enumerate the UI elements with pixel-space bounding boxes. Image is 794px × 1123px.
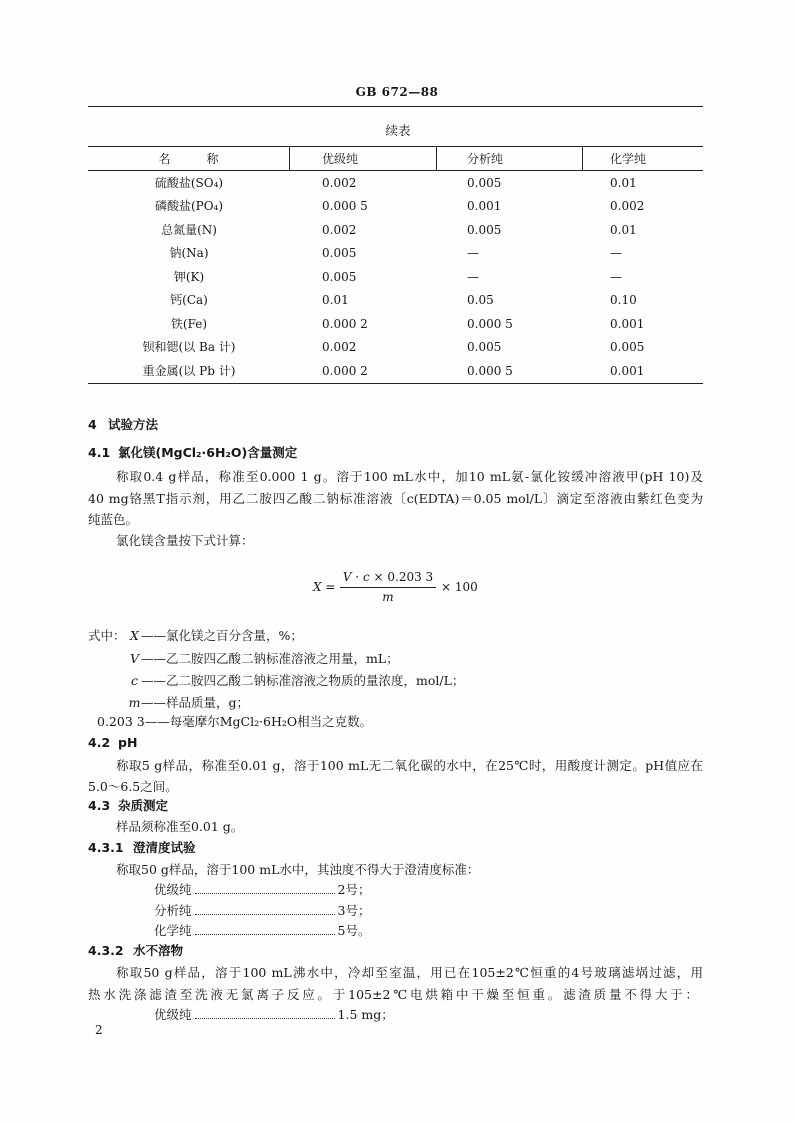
grade-leader-row	[154, 923, 370, 939]
table-cell-analytical-grade: 0.001	[467, 199, 502, 214]
table-cell-superior-grade: 0.002	[322, 175, 357, 190]
grade-value: 5号。	[337, 923, 371, 938]
definition-text: ——乙二胺四乙酸二钠标准溶液之物质的量浓度，mol/L；	[141, 673, 465, 688]
table-row	[88, 336, 703, 360]
table-header-row	[88, 147, 703, 171]
table-row	[88, 265, 703, 289]
grade-label: 优级纯	[154, 1007, 192, 1022]
definition-line	[128, 695, 249, 711]
paragraph-line: 样品须称准至0.01 g。	[116, 819, 244, 834]
table-cell-chemical-grade: 0.001	[610, 363, 645, 378]
table-cell-name: 重金属(以 Pb 计)	[142, 363, 236, 378]
table-cell-chemical-grade: —	[610, 269, 622, 284]
table-row	[88, 242, 703, 266]
table-cell-name: 钡和锶(以 Ba 计)	[142, 340, 236, 355]
table-cell-superior-grade: 0.002	[322, 340, 357, 355]
standard-code: GB 672—88	[355, 85, 439, 99]
paragraph-line: 热水洗涤滤渣至洗液无氯离子反应。于105±2℃电烘箱中干燥至恒重。滤渣质量不得大于：	[88, 987, 698, 1002]
section-4-3-1-number: 4.3.1	[88, 840, 124, 855]
grade-value: 2号；	[337, 882, 371, 897]
formula-lhs	[313, 579, 335, 595]
formula-fraction-bar	[340, 587, 436, 588]
table-cell-superior-grade: 0.01	[322, 293, 349, 308]
section-4-3-2-number: 4.3.2	[88, 943, 124, 958]
definition-line	[128, 673, 464, 689]
section-4-3-1-title: 澄清度试验	[133, 840, 196, 855]
section-4-3-title: 杂质测定	[118, 798, 169, 813]
table-cell-analytical-grade: 0.000 5	[467, 316, 513, 331]
grade-leader-row	[154, 882, 370, 898]
table-caption: 续表	[385, 123, 411, 138]
table-cell-superior-grade: 0.000 2	[322, 363, 368, 378]
table-header-analytical-grade: 分析纯	[437, 147, 583, 170]
definition-text: ——氯化镁之百分含量，%；	[141, 628, 303, 643]
table-cell-name: 钙(Ca)	[170, 293, 208, 308]
formula-numerator	[340, 569, 436, 585]
section-4-1-number: 4.1	[88, 445, 111, 460]
table-cell-chemical-grade: —	[610, 246, 622, 261]
table-cell-name: 钾(K)	[173, 269, 205, 284]
table-cell-chemical-grade: 0.01	[610, 222, 637, 237]
table-header-name: 名 称	[88, 147, 290, 170]
table-cell-name: 铁(Fe)	[170, 316, 208, 331]
grade-value: 3号；	[337, 903, 371, 918]
impurity-limits-table	[88, 146, 703, 384]
table-cell-superior-grade: 0.002	[322, 222, 357, 237]
section-4-number: 4	[88, 417, 97, 432]
header-rule	[88, 106, 703, 107]
dot-leader	[195, 924, 335, 935]
formula-denominator: m	[382, 590, 394, 604]
grade-label: 优级纯	[154, 882, 192, 897]
dot-leader	[195, 883, 335, 894]
table-cell-chemical-grade: 0.01	[610, 175, 637, 190]
table-row	[88, 195, 703, 219]
table-row	[88, 218, 703, 242]
table-cell-analytical-grade: —	[467, 246, 479, 261]
formula-numerator-constant: × 0.203 3	[373, 570, 434, 584]
definition-line	[128, 628, 303, 644]
definition-symbol: c	[130, 673, 138, 688]
table-cell-superior-grade: 0.000 5	[322, 199, 368, 214]
paragraph-line: 5.0～6.5之间。	[88, 779, 178, 794]
paragraph-line: 称取50 g样品，溶于100 mL沸水中，冷却至室温，用已在105±2℃恒重的4号玻璃滤埚过滤，用	[116, 965, 703, 980]
grade-label: 分析纯	[154, 903, 192, 918]
table-cell-analytical-grade: 0.005	[467, 222, 502, 237]
table-row	[88, 312, 703, 336]
table-cell-analytical-grade: 0.000 5	[467, 363, 513, 378]
table-cell-analytical-grade: 0.005	[467, 340, 502, 355]
paragraph-line: 40 mg铬黑T指示剂，用乙二胺四乙酸二钠标准溶液〔c(EDTA)＝0.05 mol/L〕滴定至溶液由紫红色变为	[88, 491, 703, 506]
table-cell-superior-grade: 0.005	[322, 269, 357, 284]
table-cell-name: 硫酸盐(SO₄)	[154, 175, 224, 190]
table-cell-chemical-grade: 0.10	[610, 293, 637, 308]
formula-lhs-variable: X	[313, 580, 322, 594]
table-cell-superior-grade: 0.005	[322, 246, 357, 261]
grade-leader-row	[154, 1007, 394, 1023]
section-4-3-number: 4.3	[88, 798, 111, 813]
where-label: 式中：	[88, 628, 126, 643]
section-4-2-title: pH	[118, 735, 138, 750]
table-header-superior-grade: 优级纯	[290, 147, 437, 170]
table-cell-chemical-grade: 0.005	[610, 340, 645, 355]
paragraph-line: 纯蓝色。	[88, 512, 139, 527]
formula-equals: =	[325, 580, 336, 594]
table-row	[88, 359, 703, 383]
grade-label: 化学纯	[154, 923, 192, 938]
paragraph-line: 称取5 g样品，称准至0.01 g，溶于100 mL无二氧化碳的水中，在25℃时，用酸度计测定。pH值应在	[116, 758, 703, 773]
section-4-title: 试验方法	[108, 417, 159, 432]
grade-leader-row	[154, 903, 370, 919]
table-cell-chemical-grade: 0.002	[610, 199, 645, 214]
table-cell-analytical-grade: —	[467, 269, 479, 284]
table-cell-analytical-grade: 0.005	[467, 175, 502, 190]
section-4-1-title: 氯化镁(MgCl₂·6H₂O)含量测定	[118, 445, 298, 460]
definition-line	[128, 651, 399, 667]
dot-leader	[195, 904, 335, 915]
paragraph-line: 称取0.4 g样品，称准至0.000 1 g。溶于100 mL水中，加10 mL氨-氯化铵缓冲溶液甲(pH 10)及	[116, 469, 703, 484]
table-cell-name: 钠(Na)	[169, 246, 209, 261]
constant-note: 0.203 3——每毫摩尔MgCl₂·6H₂O相当之克数。	[97, 714, 373, 729]
formula-numerator-variables: V · c	[342, 570, 370, 584]
definition-symbol: V	[129, 651, 140, 666]
table-cell-name: 总氮量(N)	[161, 222, 217, 237]
formula-suffix: × 100	[441, 580, 478, 594]
table-cell-analytical-grade: 0.05	[467, 293, 494, 308]
paragraph-line: 称取50 g样品，溶于100 mL水中，其浊度不得大于澄清度标准：	[116, 862, 480, 877]
definition-text: ——样品质量，g；	[141, 695, 250, 710]
table-cell-superior-grade: 0.000 2	[322, 316, 368, 331]
page-number: 2	[95, 1023, 103, 1037]
dot-leader	[195, 1008, 335, 1019]
definition-text: ——乙二胺四乙酸二钠标准溶液之用量，mL；	[141, 651, 399, 666]
grade-value: 1.5 mg；	[337, 1007, 394, 1022]
table-cell-name: 磷酸盐(PO₄)	[154, 199, 224, 214]
table-row	[88, 171, 703, 195]
table-cell-chemical-grade: 0.001	[610, 316, 645, 331]
section-4-3-2-title: 水不溶物	[133, 943, 184, 958]
section-4-2-number: 4.2	[88, 735, 111, 750]
calculation-intro: 氯化镁含量按下式计算：	[116, 533, 254, 548]
table-header-chemical-grade: 化学纯	[610, 151, 647, 166]
definition-symbol: X	[130, 628, 139, 643]
definition-symbol: m	[128, 695, 141, 710]
table-row	[88, 289, 703, 313]
